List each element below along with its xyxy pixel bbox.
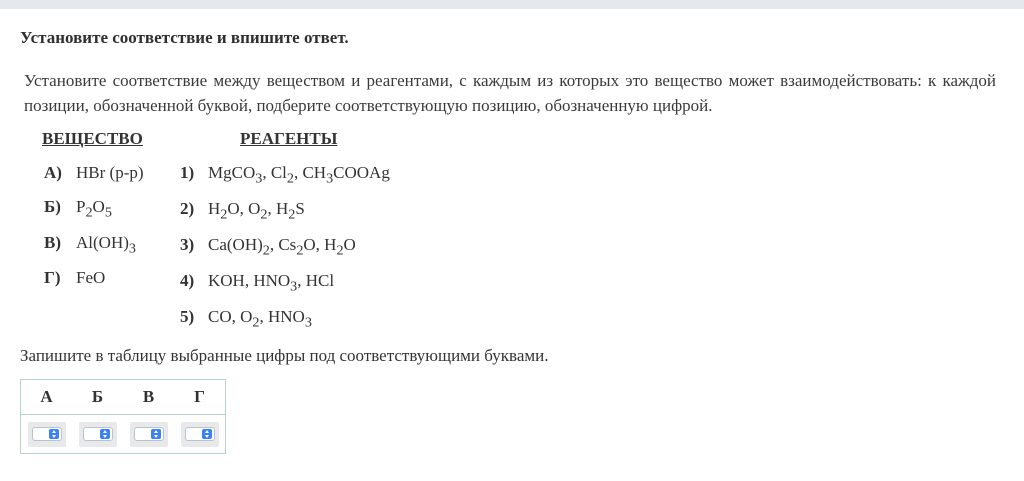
formula-text: O [92, 197, 105, 216]
answer-column-a: А [21, 380, 73, 415]
substance-key: В) [44, 233, 61, 252]
formula-subscript: 5 [104, 204, 112, 221]
formula-subscript: 2 [260, 206, 268, 223]
reagent-2 [180, 199, 305, 223]
reagents-header: РЕАГЕНТЫ [240, 129, 338, 148]
answer-column-v: В [123, 380, 174, 415]
answer-cell-a [28, 422, 66, 447]
formula-text: O, H [303, 235, 337, 254]
formula-subscript: 2 [286, 170, 294, 187]
formula-text: , Cs [269, 235, 297, 254]
formula-text: , Cl [262, 163, 287, 182]
formula-text: COOAg [333, 163, 390, 182]
formula-text: , H [267, 199, 289, 218]
formula-text: FeO [76, 268, 106, 287]
answer-select-a[interactable] [32, 427, 62, 441]
formula-text: HBr (р-р) [76, 163, 144, 182]
answer-cell-v [130, 422, 168, 447]
answer-cell-g [181, 422, 219, 447]
reagent-key: 4) [180, 271, 195, 290]
formula-text: CO, O [208, 307, 253, 326]
select-arrows-icon [151, 429, 161, 439]
reagent-3 [180, 235, 356, 259]
formula-subscript: 3 [304, 314, 312, 331]
formula-text: , HCl [297, 271, 335, 290]
formula-subscript: 2 [85, 204, 93, 221]
formula-text: O, O [227, 199, 261, 218]
substance-a [44, 163, 144, 183]
top-bar [0, 0, 1024, 9]
formula-subscript: 2 [262, 242, 270, 259]
substance-b [44, 197, 112, 221]
formula-subscript: 2 [220, 206, 228, 223]
formula-subscript: 2 [252, 314, 260, 331]
formula-text: KOH, HNO [208, 271, 291, 290]
answer-table [20, 379, 226, 454]
formula-text: Al(OH) [76, 233, 129, 252]
formula-subscript: 2 [288, 206, 296, 223]
answer-column-g: Г [174, 380, 226, 415]
substance-key: Г) [44, 268, 61, 287]
answer-cell-b [79, 422, 117, 447]
answer-column-b: Б [72, 380, 123, 415]
select-arrows-icon [100, 429, 110, 439]
reagent-key: 2) [180, 199, 195, 218]
formula-text: MgCO [208, 163, 256, 182]
formula-text: H [208, 199, 221, 218]
answer-select-b[interactable] [83, 427, 113, 441]
formula-text: P [76, 197, 86, 216]
select-arrows-icon [202, 429, 212, 439]
substance-key: Б) [44, 197, 61, 216]
substance-key: А) [44, 163, 62, 182]
answer-select-v[interactable] [134, 427, 164, 441]
reagent-1 [180, 163, 390, 187]
formula-subscript: 3 [326, 170, 334, 187]
formula-subscript: 3 [255, 170, 263, 187]
reagent-key: 5) [180, 307, 195, 326]
task-description: Установите соответствие между веществом и реагентами, с каждым из которых это вещество может взаимодействовать: к каждой позиции, обозначенной буквой, подберите соответствующую позицию, обозначенную цифрой. [24, 71, 996, 115]
select-arrows-icon [49, 429, 59, 439]
substance-g [44, 268, 105, 288]
formula-subscript: 3 [128, 240, 136, 257]
formula-text: , HNO [259, 307, 305, 326]
formula-text: O [343, 235, 356, 254]
task-title: Установите соответствие и впишите ответ. [20, 28, 349, 47]
formula-text: S [295, 199, 305, 218]
formula-subscript: 2 [336, 242, 344, 259]
answer-instruction: Запишите в таблицу выбранные цифры под соответствующими буквами. [20, 346, 549, 365]
reagent-4 [180, 271, 334, 295]
formula-subscript: 3 [290, 278, 298, 295]
reagent-key: 1) [180, 163, 195, 182]
reagent-key: 3) [180, 235, 195, 254]
formula-text: Ca(OH) [208, 235, 263, 254]
substance-v [44, 233, 136, 257]
formula-text: , CH [293, 163, 327, 182]
substance-header: ВЕЩЕСТВО [42, 129, 143, 148]
formula-subscript: 2 [296, 242, 304, 259]
answer-select-g[interactable] [185, 427, 215, 441]
reagent-5 [180, 307, 312, 331]
